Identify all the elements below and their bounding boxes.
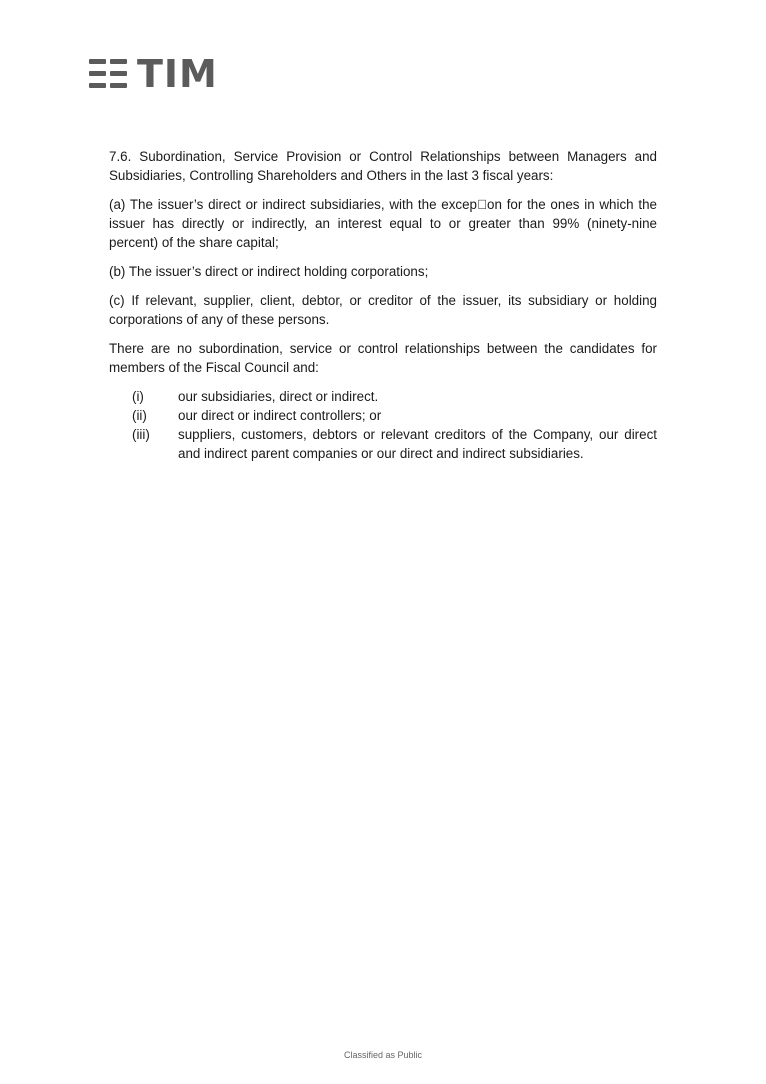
- tim-logo: [89, 52, 218, 96]
- classification-footer: Classified as Public: [343, 1050, 423, 1060]
- list-item-number: (ii): [132, 408, 147, 423]
- list-item: [109, 406, 657, 425]
- list-item-number: (iii): [132, 427, 150, 442]
- list-item-text: our subsidiaries, direct or indirect.: [178, 389, 379, 404]
- section-heading: 7.6. Subordination, Service Provision or Control Relationships between Managers and Subsidiaries, Controlling Shareholders and Others in the last 3 fiscal years:: [109, 149, 657, 183]
- document-body: [109, 147, 657, 463]
- logo-text: TIM: [137, 52, 218, 96]
- relationship-list: [109, 387, 657, 463]
- list-item-text: suppliers, customers, debtors or relevant creditors of the Company, our direct and indirect parent companies or our direct and indirect subsidiaries.: [178, 427, 657, 461]
- tim-logo-icon: [89, 57, 129, 91]
- list-item-number: (i): [132, 389, 144, 404]
- statement-paragraph: There are no subordination, service or control relationships between the candidates for members of the Fiscal Council and:: [109, 341, 657, 375]
- paragraph-c: (c) If relevant, supplier, client, debtor, or creditor of the issuer, its subsidiary or holding corporations of any of these persons.: [109, 293, 657, 327]
- list-item-text: our direct or indirect controllers; or: [178, 408, 382, 423]
- paragraph-a: (a) The issuer’s direct or indirect subsidiaries, with the excep on for the ones in which the issuer has directly or indirectly, an interest equal to or greater than 99% (ninety-nine percent) of the share capital;: [109, 197, 657, 250]
- list-item: [109, 425, 657, 463]
- list-item: [109, 387, 657, 406]
- paragraph-b: (b) The issuer’s direct or indirect holding corporations;: [109, 264, 429, 279]
